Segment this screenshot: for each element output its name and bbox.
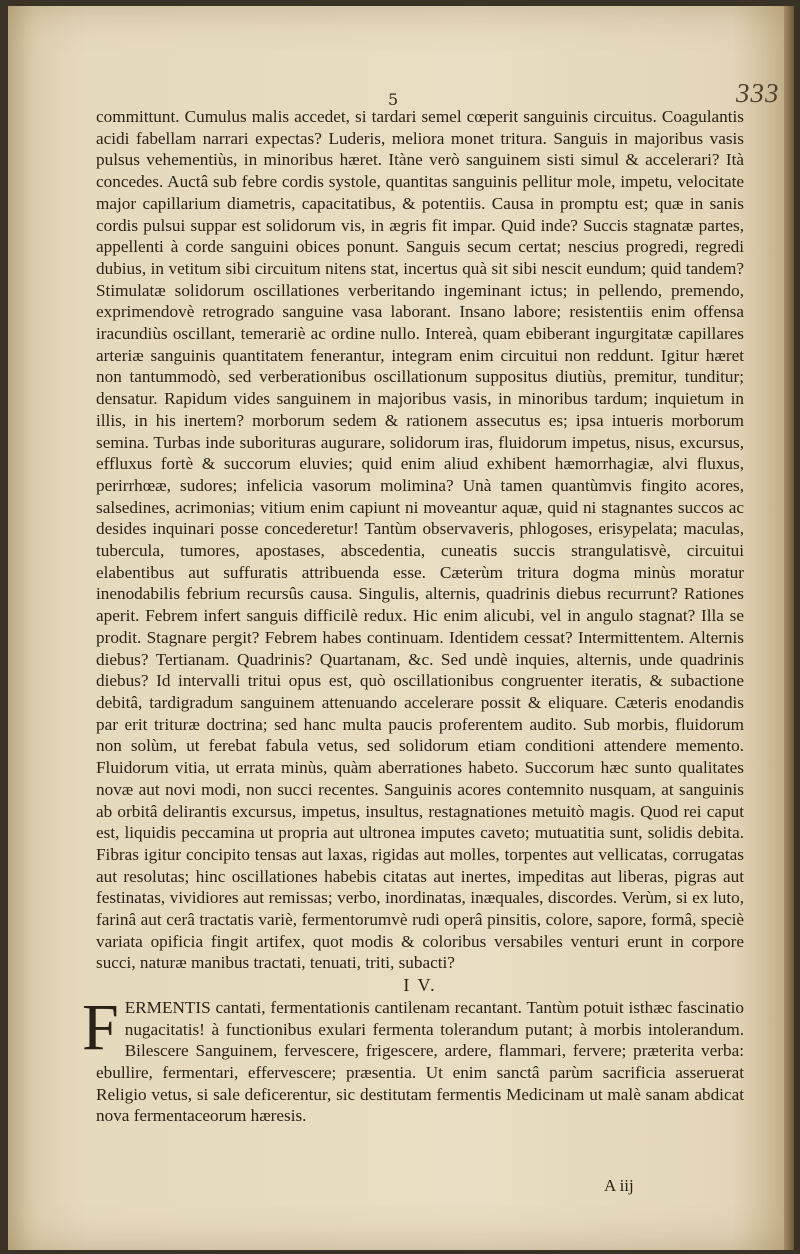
top-mark: 5 (388, 90, 399, 109)
paragraph-2-wrapper (82, 990, 744, 1127)
paragraph-2: ERMENTIS cantati, fermentationis cantilenam recantant. Tantùm potuit isthæc fascinatio nugacitatis! à functionibus exulari fermenta tolerandum putant; à morbis intolerandum. Bilescere Sanguinem, fervescere, frigescere, ardere, flammari, fervere; præterita verba: ebullire, fermentari, effervescere; præsentia. Ut enim sanctâ parùm sacrificia asseruerat Religio vetus, si sale deficerentur, sic destitutam fermentis Medicinam ut malè sanam abdicat nova fermentaceorum hæresis. (96, 997, 744, 1126)
book-page (8, 6, 794, 1250)
paragraph-1: committunt. Cumulus malis accedet, si tardari semel cœperit sanguinis circuitus. Coagulantis acidi fabellam narrari expectas? Luderis, meliora monet tritura. Sanguis in majoribus vasis pulsus vehementiùs, in minoribus hæret. Itàne verò sanguinem sisti simul & accelerari? Ità concedes. Auctâ sub febre cordis systole, quantitas sanguinis pellitur mole, impetu, velocitate major capillarium diametris, capacitatibus, & potentiis. Causa in promptu est; quæ in sanis cordis pulsui suppar est solidorum vis, in ægris fit impar. Quid inde? Succis stagnatæ partes, appellenti à corde sanguini obices ponunt. Sanguis secum certat; nescius progredi, regredi dubius, in vetitum sibi circuitum nitens stat, incertus quà sit sibi nescit eundum; quid tandem? Stimulatæ solidorum oscillationes verberitando ingeminant ictus; in pellendo, premendo, exprimendovè retrogrado sanguine vasa laborant. Insano labore; resistentiis enim offensa iracundiùs oscillant, temerariè ac ordine nullo. Intereà, quam ebiberant ingurgitatæ capillares arteriæ sanguinis quantitatem fenerantur, integram enim circuitui non reddunt. Igitur hæret non tantummodò, sed verberationibus oscillationum suppositus diutiùs, premitur, tunditur; densatur. Rapidum vides sanguinem in majoribus vasis, in minoribus tardum; inquietum in illis, in his inertem? morborum sedem & rationem assecutus es; ipsa intueris morborum semina. Turbas inde suborituras augurare, solidorum iras, fluidorum impetus, nisus, excursus, effluxus fortè & succorum eluvies; quid enim aliud exhibent hæmorrhagiæ, alvi fluxus, perirrhœæ, sudores; infelicia vasorum molimina? Unà tamen quantùmvis fingito acores, salsedines, acrimonias; vitium enim capiunt ni moveantur aquæ, quid ni stagnantes succos ac desides inquinari posse concederetur! Tantùm observaveris, phlogoses, erisypelata; maculas, tubercula, tumores, apostases, abscedentia, cuneatis succis strangulatisvè, circuitui elabentibus aut suffuratis attribuenda esse. Cæterùm tritura dogma minùs moratur inenodabilis febrium recursûs causa. Singulis, alternis, quadrinis diebus recurrunt? Rationes aperit. Febrem infert sanguis difficilè redux. Hic enim alicubi, vel in angulo stagnat? Illa se prodit. Stagnare pergit? Febrem habes continuam. Identidem cessat? Intermittentem. Alternis diebus? Tertianam. Quadrinis? Quartanam, &c. Sed undè inquies, alternis, unde quadrinis diebus? Id intervalli tritui opus est, quò oscillationibus congruenter iteratis, & subactione debitâ, tardigradum sanguinem attenuando accelerare possit & eliquare. Cæteris enodandis par erit trituræ doctrina; sed hanc multa paucis proferentem audito. Sub morbis, fluidorum non solùm, ut ferebat fabula vetus, sed solidorum etiam conditioni attendere memento. Fluidorum vitia, ut errata minùs, quàm aberrationes habeto. Succorum hæc sunto qualitates novæ aut novi modi, non succi recentes. Sanguinis acores contemnito nusquam, at sanguinis ab orbitâ delirantis excursus, impetus, insultus, restagnationes metuitò magis. Quod rei caput est, liquidis peccamina ut propria aut ultronea imputes caveto; mutuatitia sunt, solidis debita. Fibras igitur concipito tensas aut laxas, rigidas aut molles, torpentes aut vellicatas, corrugatas aut resolutas; hinc oscillationes habebis citatas aut inertes, impeditas aut liberas, pigras aut festinatas, vividiores aut remissas; verbo, inordinatas, inæquales, discordes. Verùm, si ex luto, farinâ aut cerâ tractatis variè, fermentorumvè rudi operâ pinsitis, colore, sapore, formâ, speciè variata opificia fingit artifex, quot modis & coloribus versabiles venturi erunt in corpore succi, naturæ manibus tractati, tenuati, triti, subacti? (96, 107, 744, 973)
page-number: 333 (736, 78, 780, 108)
body-text (82, 106, 744, 1127)
signature-mark: A iij (604, 1176, 634, 1195)
page-spine-shadow (784, 6, 794, 1250)
dropcap-letter: F (82, 990, 119, 1064)
section-heading: I V. (403, 975, 437, 996)
